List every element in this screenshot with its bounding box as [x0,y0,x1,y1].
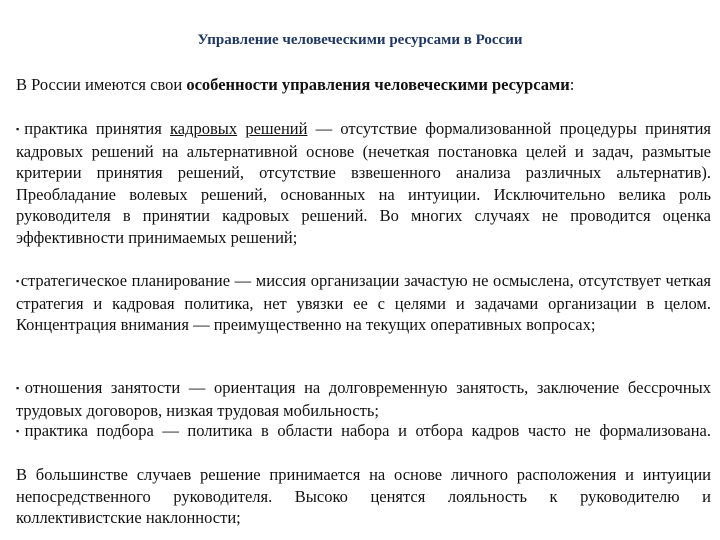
list-item-decisions [16,118,711,248]
item-text: — отсутствие формализованной процедуры принятия кадровых решений на альтернативной основе (нечеткая постановка целей и задач, размытые критерии принятия решений, отсутствие взвешенного анализа различных альтернатив). Преобладание волевых решений, основанных на интуиции. Исключительно велика роль руководителя в принятии кадровых решений. Во многих случаях не проводится оценка эффективности принимаемых решений; [16,119,711,247]
intro-suffix: : [569,75,575,94]
page-title: Управление человеческими ресурсами в России [197,32,523,48]
bullet-icon: ▪ [16,276,20,287]
item-text: стратегическое планирование — миссия организации зачастую не осмыслена, отсутствует четкая стратегия и кадровая политика, нет увязки ее с целями и задачами организации в целом. Концентрация внимания — преимущественно на текущих оперативных вопросах; [16,271,711,335]
link-kadrovykh[interactable]: кадровых [170,119,238,138]
item-text: отношения занятости — ориентация на долговременную занятость, заключение бессрочных трудовых договоров, низкая трудовая мобильность; [16,378,711,420]
item-lead: практика принятия [24,119,170,138]
list-item-selection [16,420,711,443]
intro-emphasis: особенности управления человеческими ресурсами [186,75,570,94]
bullet-icon: ▪ [16,124,24,135]
item-text: практика подбора — политика в области набора и отбора кадров часто не формализована. [24,421,711,440]
bullet-icon: ▪ [16,426,24,437]
intro-prefix: В России имеются свои [16,75,187,94]
link-resheniy[interactable]: решений [245,119,308,138]
closing-paragraph: В большинстве случаев решение принимается на основе личного расположения и интуиции непосредственного руководителя. Высоко ценятся лояльность к руководителю и коллективистские наклонности; [16,465,711,527]
bullet-icon: ▪ [16,383,24,394]
list-item-employment [16,377,711,421]
list-item-strategy [16,270,711,336]
intro-paragraph [16,74,711,96]
